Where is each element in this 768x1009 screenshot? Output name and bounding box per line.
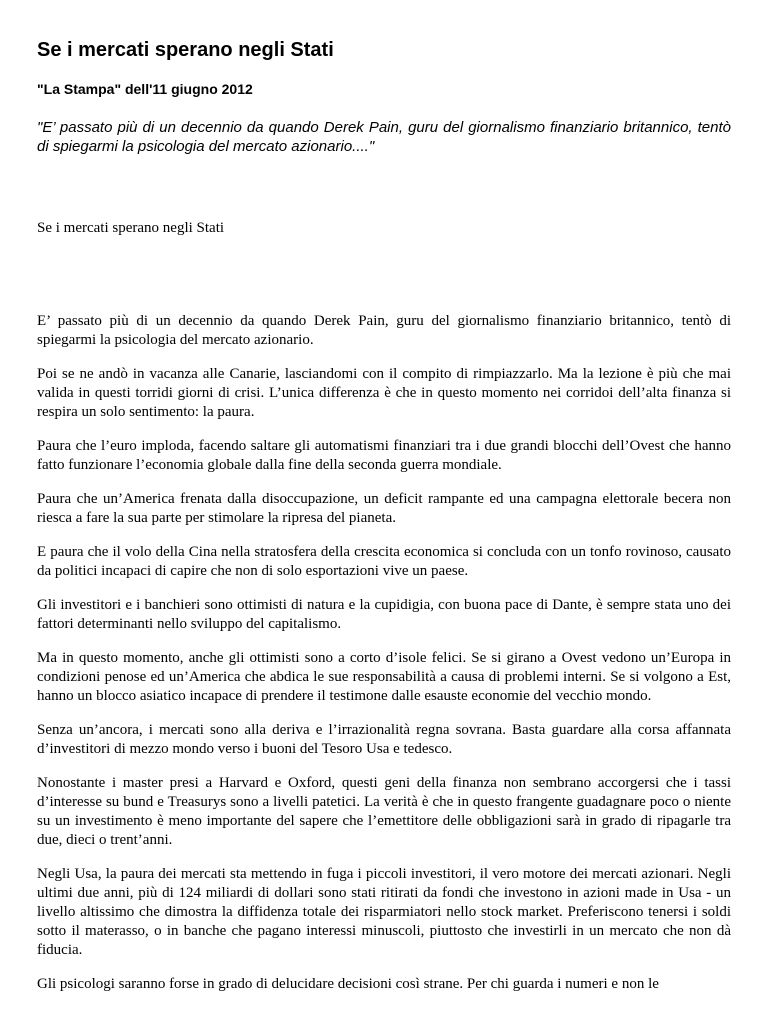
article-subtitle: Se i mercati sperano negli Stati	[37, 220, 225, 236]
paragraph: Gli investitori e i banchieri sono ottimisti di natura e la cupidigia, con buona pace di Dante, è sempre stata uno dei fattori determinanti nello sviluppo del capitalismo.	[37, 597, 731, 632]
paragraph: Gli psicologi saranno forse in grado di delucidare decisioni così strane. Per chi guarda i numeri e non le	[37, 976, 659, 992]
paragraph: Paura che un’America frenata dalla disoccupazione, un deficit rampante ed una campagna elettorale becera non riesca a fare la sua parte per stimolare la ripresa del pianeta.	[37, 491, 731, 526]
paragraph: Nonostante i master presi a Harvard e Oxford, questi geni della finanza non sembrano accorgersi che i tassi d’interesse su bund e Treasurys sono a livelli patetici. La verità è che in questo frangente guadagnare poco o niente su un investimento è meno importante del sapere che l’emettitore delle obbligazioni sarà in grado di ripagarle tra due, dieci o trent’anni.	[37, 775, 731, 848]
article-lead: "E’ passato più di un decennio da quando Derek Pain, guru del giornalismo finanziario britannico, tentò di spiegarmi la psicologia del mercato azionario...."	[37, 119, 731, 155]
paragraph: Negli Usa, la paura dei mercati sta mettendo in fuga i piccoli investitori, il vero motore dei mercati azionari. Negli ultimi due anni, più di 124 miliardi di dollari sono stati ritirati da fondi che investono in azioni made in Usa - un livello altissimo che dimostra la diffidenza totale dei risparmiatori nello stock market. Preferiscono tenersi i soldi sotto il materasso, o in banche che pagano interessi minuscoli, piuttosto che investirli in un mercato che non dà fiducia.	[37, 866, 731, 958]
paragraph: Senza un’ancora, i mercati sono alla deriva e l’irrazionalità regna sovrana. Basta guardare alla corsa affannata d’investitori di mezzo mondo verso i buoni del Tesoro Usa e tedesco.	[37, 722, 731, 757]
paragraph: Poi se ne andò in vacanza alle Canarie, lasciandomi con il compito di rimpiazzarlo. Ma la lezione è più che mai valida in questi torridi giorni di crisi. L’unica differenza è che in questo momento nei corridoi dell’alta finanza si respira un solo sentimento: la paura.	[37, 366, 731, 420]
article-body	[37, 312, 731, 994]
paragraph: E paura che il volo della Cina nella stratosfera della crescita economica si concluda con un tonfo rovinoso, causato da politici incapaci di capire che non di solo esportazioni vive un paese.	[37, 544, 731, 579]
article-source: "La Stampa" dell'11 giugno 2012	[37, 81, 253, 97]
article-title: Se i mercati sperano negli Stati	[37, 39, 334, 61]
paragraph: Ma in questo momento, anche gli ottimisti sono a corto d’isole felici. Se si girano a Ovest vedono un’Europa in condizioni penose ed un’America che abdica le sue responsabilità a causa di problemi interni. Se si volgono a Est, hanno un blocco asiatico incapace di prendere il testimone dalle esauste economie del vecchio mondo.	[37, 650, 731, 704]
paragraph: E’ passato più di un decennio da quando Derek Pain, guru del giornalismo finanziario britannico, tentò di spiegarmi la psicologia del mercato azionario.	[37, 313, 731, 348]
document-page	[37, 0, 731, 1009]
paragraph: Paura che l’euro imploda, facendo saltare gli automatismi finanziari tra i due grandi blocchi dell’Ovest che hanno fatto funzionare l’economia globale dalla fine della seconda guerra mondiale.	[37, 438, 731, 473]
